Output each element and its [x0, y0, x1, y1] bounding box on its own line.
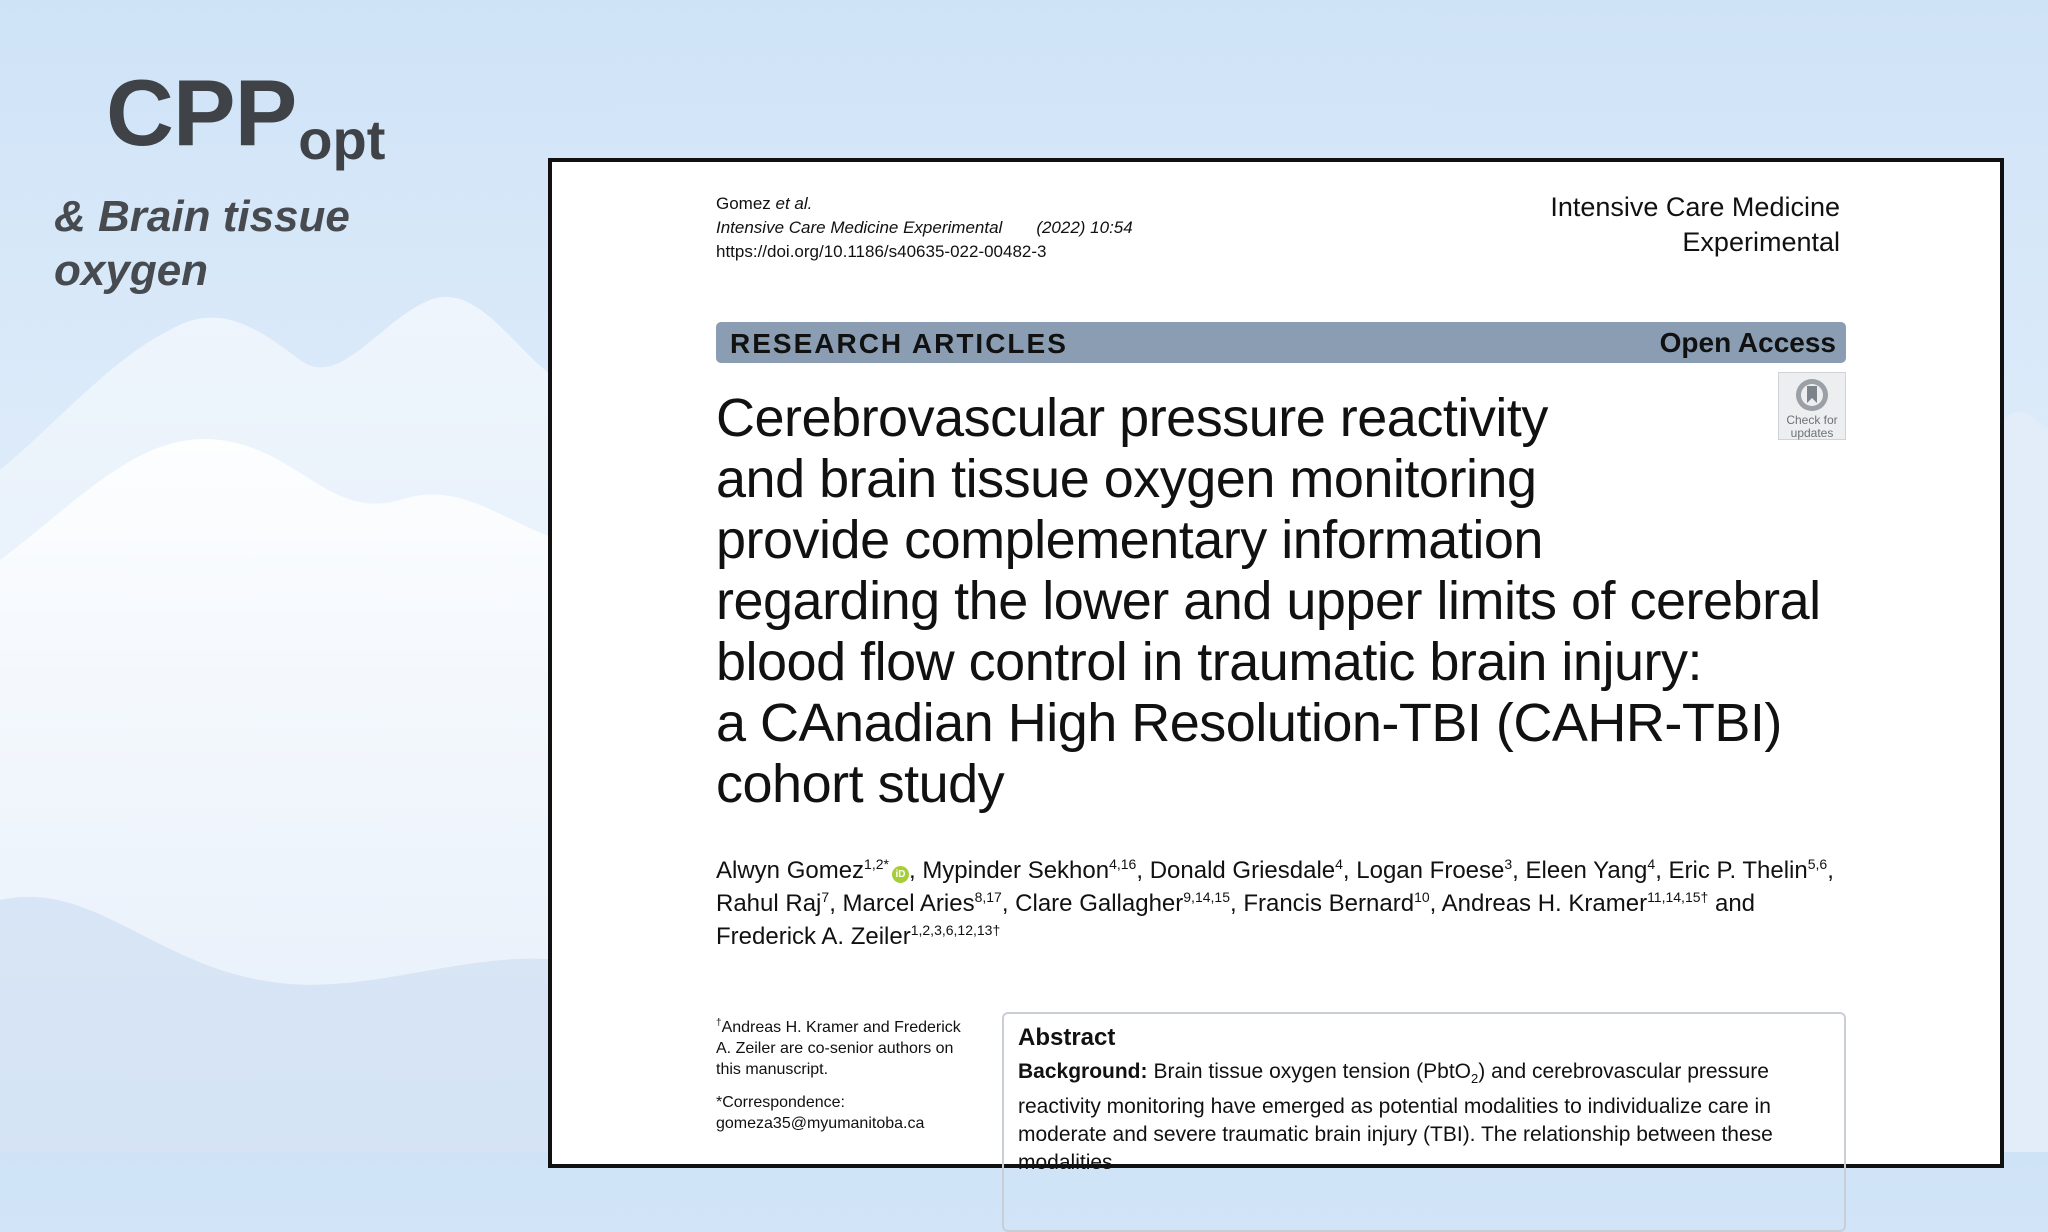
dagger-mark: †	[716, 1017, 722, 1029]
abstract-background	[1018, 1058, 1830, 1177]
abstract-heading: Abstract	[1018, 1024, 1116, 1051]
slide-title-main: CPP	[106, 60, 297, 165]
author-affiliation: 4,16	[1109, 856, 1137, 872]
correspondence-email[interactable]: gomeza35@myumanitoba.ca	[716, 1115, 925, 1132]
background-text-part1: Brain tissue oxygen tension (PbtO	[1153, 1060, 1472, 1083]
author-name: Eleen Yang	[1525, 857, 1648, 884]
orcid-icon[interactable]: iD	[892, 866, 909, 883]
background-text-part2: ) and cerebrovascular pressure reactivity monitoring have emerged as potential modalities to individualize care in moderate and severe traumatic brain injury (TBI). The relationship between these modalities	[1018, 1060, 1773, 1175]
author-affiliation: 4	[1335, 856, 1343, 872]
citation-year: (2022) 10:54	[1036, 218, 1133, 237]
slide-subtitle: & Brain tissue oxygen	[54, 192, 350, 295]
open-access-label: Open Access	[1659, 327, 1836, 358]
side-notes	[716, 1017, 971, 1146]
author-affiliation: 1,2,3,6,12,13†	[910, 922, 1001, 938]
journal-header	[1550, 190, 1840, 260]
author-name: Rahul Raj	[716, 890, 822, 917]
author-affiliation: 4	[1647, 856, 1656, 872]
author-name: Francis Bernard	[1243, 890, 1415, 917]
citation-et-al: et al.	[775, 194, 813, 213]
article-title-line: blood flow control in traumatic brain injury:	[716, 632, 1702, 692]
author-affiliation: 3	[1504, 856, 1513, 872]
section-label: RESEARCH ARTICLES	[730, 328, 1068, 359]
co-senior-note	[716, 1017, 971, 1080]
author-name: Alwyn Gomez	[716, 857, 865, 884]
journal-header-line1: Intensive Care Medicine	[1550, 192, 1840, 222]
article-title	[716, 388, 1876, 815]
citation-author: Gomez	[716, 194, 771, 213]
citation-block	[716, 192, 1133, 264]
author-name: Eric P. Thelin	[1668, 857, 1808, 884]
author-name: Andreas H. Kramer	[1441, 890, 1648, 917]
author-affiliation: 8,17	[974, 889, 1002, 905]
article-title-line: cohort study	[716, 754, 1005, 814]
correspondence-label: *Correspondence:	[716, 1094, 845, 1111]
citation-doi[interactable]: https://doi.org/10.1186/s40635-022-00482-3	[716, 242, 1047, 261]
section-band	[716, 322, 1846, 363]
correspondence-note	[716, 1092, 971, 1134]
author-name: Marcel Aries	[842, 890, 975, 917]
author-affiliation: 11,14,15†	[1647, 889, 1709, 905]
author-affiliation: 9,14,15	[1183, 889, 1230, 905]
author-name: Mypinder Sekhon	[922, 857, 1110, 884]
author-name: Logan Froese	[1356, 857, 1505, 884]
abstract-box	[1002, 1012, 1846, 1232]
author-name: Frederick A. Zeiler	[716, 923, 911, 950]
slide-title	[106, 60, 386, 171]
article-title-line: regarding the lower and upper limits of cerebral	[716, 571, 1821, 631]
check-for-updates-line1: Check for	[1786, 413, 1838, 427]
slide-title-subscript: opt	[298, 108, 386, 171]
background-label: Background:	[1018, 1060, 1148, 1083]
author-list: Alwyn Gomez$^{1,2*}$iD , Mypinder Sekhon$^{4,16}$, Donald Griesdale$^4$, Logan Froese$^3$, Eleen Yang$^4$, Eric P. Thelin$^{5,6}$, Rahul Raj$^7$, Marcel Aries$^{8,17}$, Clare Gallagher$^{9,14,15}$, Francis Bernard$^{10}$, Andreas H. Kramer$^{11,14,15\dagger}$ and Frederick A. Zeiler$^{1,2,3,6,12,13\dagger}$	[716, 856, 1834, 950]
paper-screenshot	[548, 158, 2004, 1175]
citation-journal: Intensive Care Medicine Experimental	[716, 218, 1003, 237]
author-affiliation: 7	[821, 889, 830, 905]
author-name: Clare Gallagher	[1015, 890, 1184, 917]
author-affiliation: 5,6	[1807, 856, 1828, 872]
article-title-line: a CAnadian High Resolution-TBI (CAHR-TBI)	[716, 693, 1782, 753]
article-title-line: Cerebrovascular pressure reactivity	[716, 388, 1548, 448]
background-subscript: 2	[1471, 1071, 1479, 1087]
authors-and: and	[1714, 890, 1756, 917]
author-affiliation: 1,2*	[864, 856, 889, 872]
check-for-updates-line2: updates	[1790, 426, 1834, 440]
co-senior-text: Andreas H. Kramer and Frederick A. Zeiler are co-senior authors on this manuscript.	[716, 1019, 961, 1078]
author-name: Donald Griesdale	[1149, 857, 1336, 884]
author-affiliation: 10	[1414, 889, 1430, 905]
article-title-line: provide complementary information	[716, 510, 1543, 570]
article-title-line: and brain tissue oxygen monitoring	[716, 449, 1537, 509]
journal-header-line2: Experimental	[1682, 227, 1840, 257]
